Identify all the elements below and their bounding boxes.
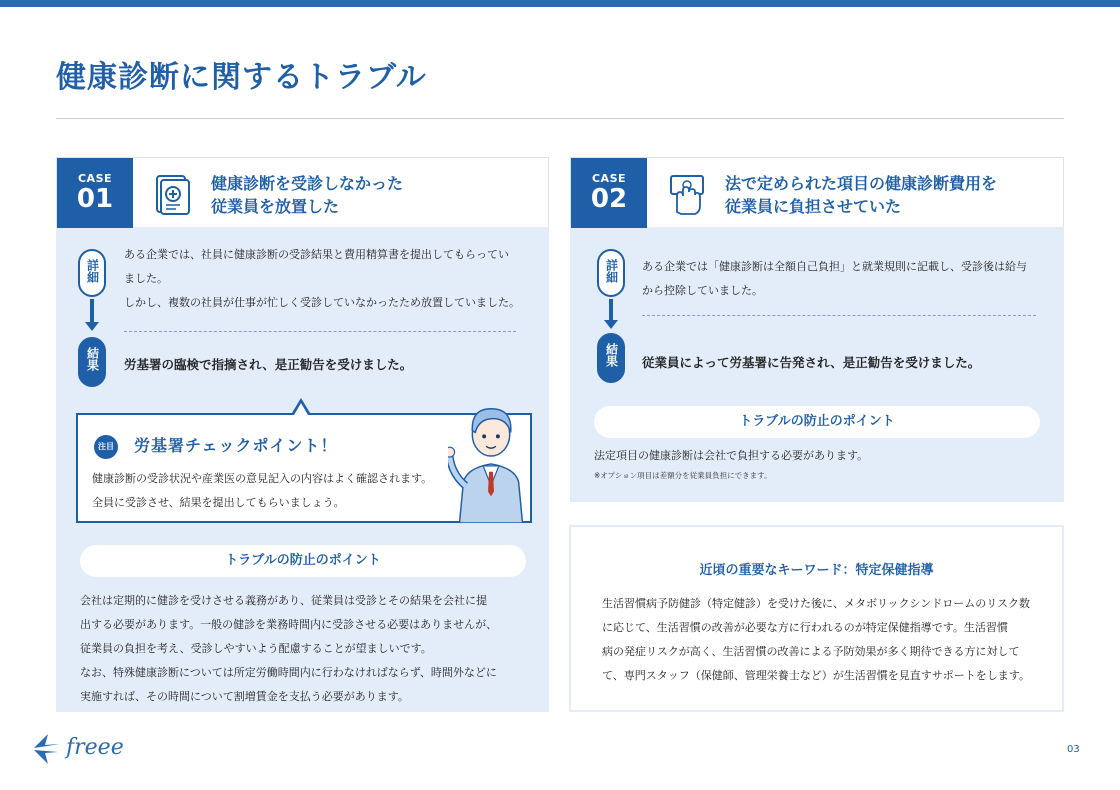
prevention-line: 実施すれば、その時間について割増賃金を支払う必要があります。 [80, 690, 409, 703]
detail-line: ある企業では、社員に健康診断の受診結果と費用精算書を提出してもらってい [124, 248, 509, 261]
case-02-detail [642, 255, 1052, 303]
case-label: CASE [77, 172, 113, 185]
detail-tag-text: 詳細 [604, 259, 619, 283]
keyword-box [569, 525, 1064, 712]
result-tag [597, 333, 625, 383]
attention-badge: 注目 [94, 435, 118, 459]
prevention-line: 会社は定期的に健診を受けさせる義務があり、従業員は受診とその結果を会社に提 [80, 594, 487, 607]
case-02-panel [570, 157, 1064, 502]
page-title: 健康診断に関するトラブル [56, 60, 427, 95]
case-02-prevention: 法定項目の健康診断は会社で負担する必要があります。 [594, 449, 869, 462]
logo-text: freee [66, 735, 124, 760]
prevention-line: 出する必要があります。一般の健診を業務時間内に受診させる必要はありませんが、 [80, 618, 498, 631]
detail-tag [78, 249, 106, 297]
businessman-illustration [448, 395, 534, 523]
case-02-title: 法で定められた項目の健康診断費用を 従業員に負担させていた [725, 174, 998, 216]
dashed-divider [124, 331, 516, 332]
prevention-note: ※オプション項目は差額分を従業員負担にできます。 [594, 471, 772, 480]
callout-pointer-inner [294, 403, 308, 415]
case-01-panel [56, 157, 549, 712]
result-tag-text: 結果 [604, 343, 619, 367]
checkpoint-line: 全員に受診させ、結果を提出してもらいましょう。 [92, 496, 345, 509]
case-01-prevention [80, 589, 530, 709]
checkpoint-text [92, 467, 432, 515]
case-01-title: 健康診断を受診しなかった 従業員を放置した [211, 174, 404, 216]
hand-money-icon [667, 172, 707, 216]
case-02-result: 従業員によって労基署に告発され、是正勧告を受けました。 [642, 355, 981, 370]
detail-tag [597, 249, 625, 297]
prevention-line: なお、特殊健康診断については所定労働時間内に行わなければならず、時間外などに [80, 666, 497, 679]
detail-line: しかし、複数の社員が仕事が忙しく受診していなかったため放置していました。 [124, 296, 520, 309]
title-divider [56, 118, 1064, 119]
detail-tag-text: 詳細 [85, 259, 100, 283]
case-01-result: 労基署の臨検で指摘され、是正勧告を受けました。 [124, 357, 413, 372]
result-tag-text: 結果 [85, 347, 100, 371]
prevention-heading: トラブルの防止のポイント [594, 406, 1040, 438]
medical-record-icon [153, 172, 193, 216]
detail-line: ました。 [124, 272, 168, 285]
result-tag [78, 337, 106, 387]
keyword-line: 生活習慣病予防健診（特定健診）を受けた後に、メタボリックシンドロームのリスク数 [602, 597, 1031, 610]
detail-line: から控除していました。 [642, 284, 763, 297]
checkpoint-line: 健康診断の受診状況や産業医の意見記入の内容はよく確認されます。 [92, 472, 433, 485]
keyword-title: 近頃の重要なキーワード：特定保健指導 [699, 563, 934, 578]
top-accent-bar [0, 0, 1120, 7]
keyword-line: 病の発症リスクが高く、生活習慣の改善による予防効果が多く期待できる方に対して [602, 645, 1020, 658]
prevention-line: 従業員の負担を考え、受診しやすいよう配慮することが望ましいです。 [80, 642, 432, 655]
dashed-divider [642, 315, 1036, 316]
keyword-line: て、専門スタッフ（保健師、管理栄養士など）が生活習慣を見直すサポートをします。 [602, 669, 1030, 682]
case-number: 02 [590, 184, 628, 214]
case-01-header [56, 157, 549, 227]
detail-line: ある企業では「健康診断は全額自己負担」と就業規則に記載し、受診後は給与 [642, 260, 1027, 273]
case-label: CASE [591, 172, 627, 185]
case-number: 01 [76, 184, 114, 214]
case-02-badge [571, 158, 647, 228]
case-01-badge [57, 158, 133, 228]
checkpoint-title: 労基署チェックポイント！ [134, 436, 338, 455]
keyword-text [602, 592, 1042, 688]
freee-logo [30, 728, 140, 766]
case-01-detail [124, 243, 534, 315]
page-number: 03 [1067, 744, 1080, 755]
case-02-header [570, 157, 1064, 227]
prevention-heading: トラブルの防止のポイント [80, 545, 526, 577]
flow-arrow [90, 299, 94, 323]
flow-arrow [609, 299, 613, 321]
keyword-line: に応じて、生活習慣の改善が必要な方に行われるのが特定保健指導です。生活習慣 [602, 621, 1008, 634]
